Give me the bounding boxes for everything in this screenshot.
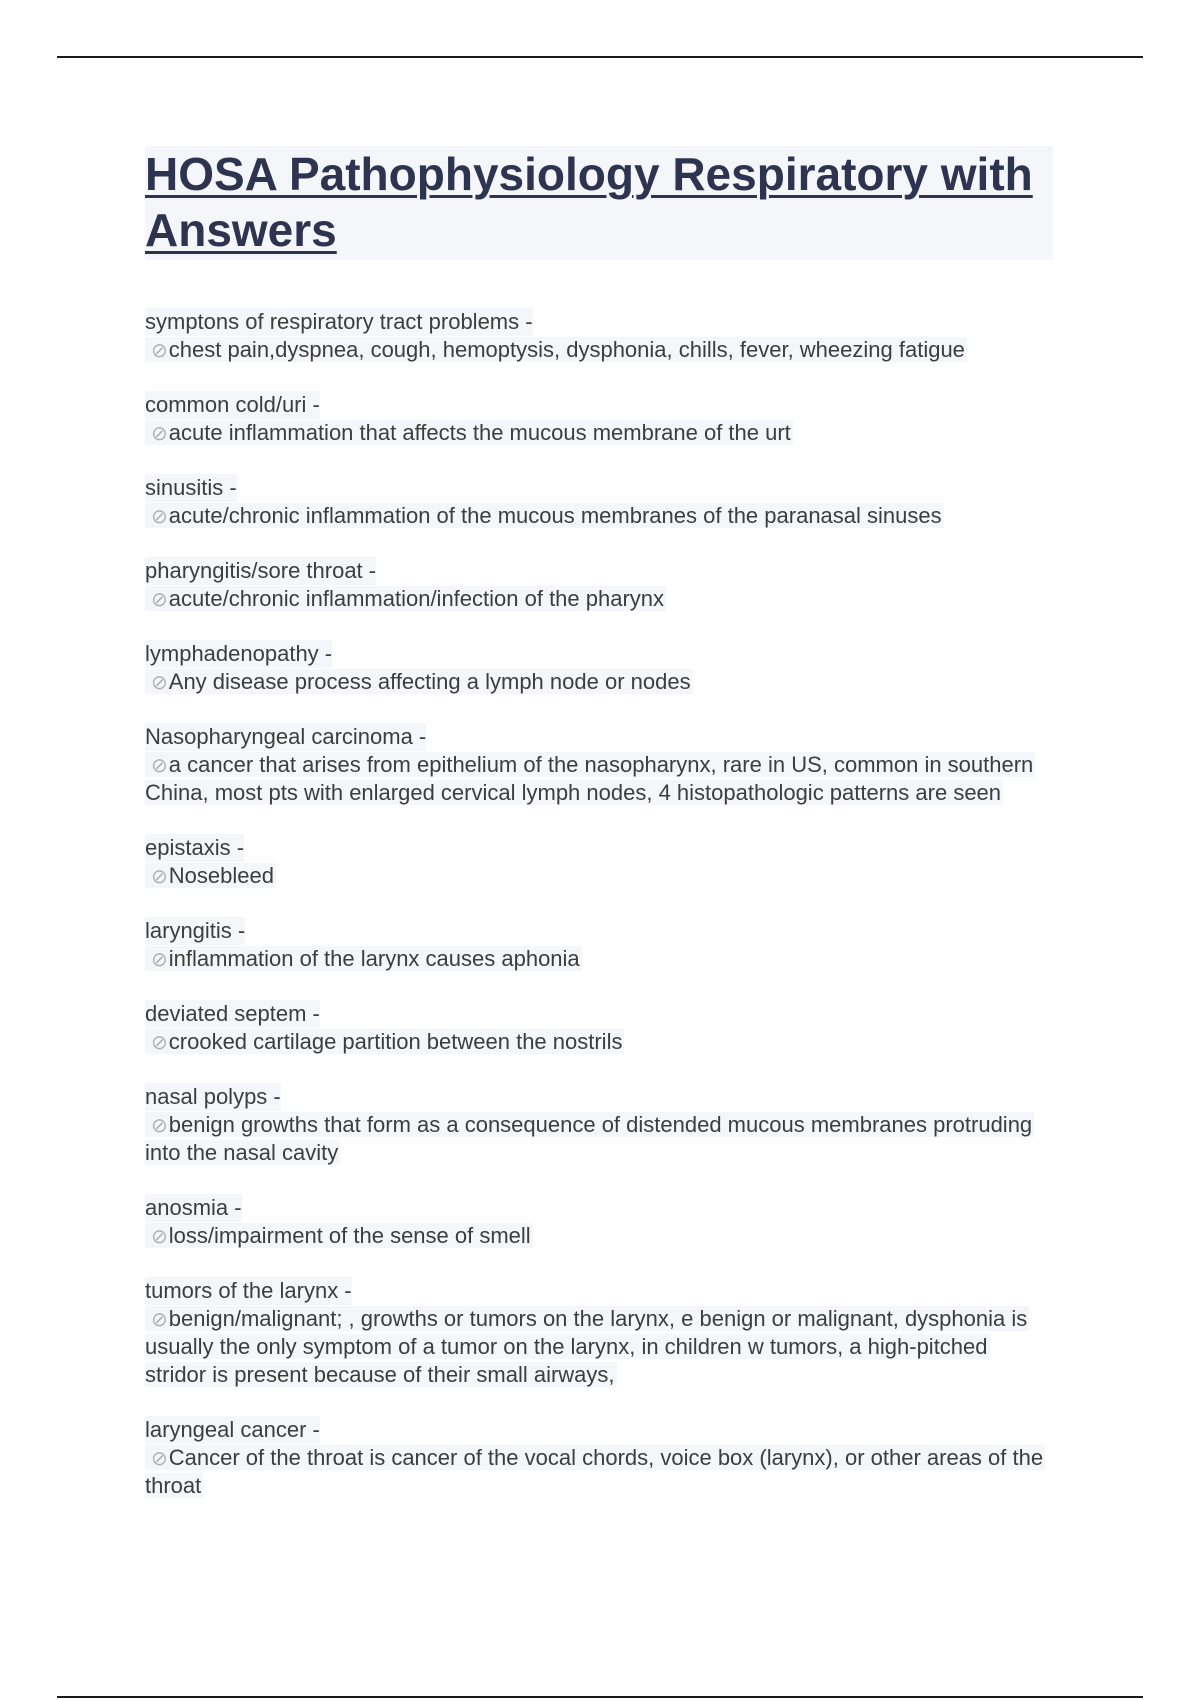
qa-item [145, 917, 1053, 973]
qa-list [145, 308, 1053, 1500]
qa-item [145, 1083, 1053, 1167]
answer-text: ⊘Nosebleed [145, 862, 1053, 890]
answer-text: ⊘chest pain,dyspnea, cough, hemoptysis, dysphonia, chills, fever, wheezing fatigue [145, 336, 1053, 364]
question-term: deviated septem - [145, 1001, 320, 1026]
question-term: epistaxis - [145, 835, 245, 860]
question-term: anosmia - [145, 1195, 242, 1220]
question-term: Nasopharyngeal carcinoma - [145, 724, 427, 749]
qa-item [145, 640, 1053, 696]
check-circle-icon: ⊘ [151, 338, 168, 362]
question-term: nasal polyps - [145, 1084, 281, 1109]
question-term: laryngeal cancer - [145, 1417, 320, 1442]
title-box [145, 146, 1053, 260]
question-term: common cold/uri - [145, 392, 320, 417]
qa-item [145, 1416, 1053, 1500]
check-circle-icon: ⊘ [151, 587, 168, 611]
question-term: pharyngitis/sore throat - [145, 558, 377, 583]
qa-item [145, 557, 1053, 613]
answer-text: ⊘acute/chronic inflammation of the mucous membranes of the paranasal sinuses [145, 502, 1053, 530]
check-circle-icon: ⊘ [151, 504, 168, 528]
qa-item [145, 474, 1053, 530]
bottom-rule [57, 1696, 1143, 1698]
check-circle-icon: ⊘ [151, 1307, 168, 1331]
check-circle-icon: ⊘ [151, 670, 168, 694]
check-circle-icon: ⊘ [151, 1113, 168, 1137]
answer-text: ⊘acute inflammation that affects the mucous membrane of the urt [145, 419, 1053, 447]
qa-item [145, 1000, 1053, 1056]
check-circle-icon: ⊘ [151, 421, 168, 445]
qa-item [145, 1277, 1053, 1389]
answer-text: ⊘inflammation of the larynx causes aphonia [145, 945, 1053, 973]
question-term: sinusitis - [145, 475, 237, 500]
qa-item [145, 308, 1053, 364]
answer-text: ⊘Any disease process affecting a lymph node or nodes [145, 668, 1053, 696]
answer-text: ⊘Cancer of the throat is cancer of the vocal chords, voice box (larynx), or other areas of the throat [145, 1445, 1044, 1498]
answer-text: ⊘benign growths that form as a consequence of distended mucous membranes protruding into the nasal cavity [145, 1112, 1033, 1165]
top-rule [57, 56, 1143, 58]
qa-item [145, 723, 1053, 807]
check-circle-icon: ⊘ [151, 753, 168, 777]
answer-text: ⊘acute/chronic inflammation/infection of the pharynx [145, 585, 1053, 613]
answer-text: ⊘benign/malignant; , growths or tumors on the larynx, e benign or malignant, dysphonia is usually the only symptom of a tumor on the larynx, in children w tumors, a high-pitched stridor is present because of their small airways, [145, 1306, 1028, 1387]
check-circle-icon: ⊘ [151, 1224, 168, 1248]
question-term: lymphadenopathy - [145, 641, 333, 666]
check-circle-icon: ⊘ [151, 947, 168, 971]
check-circle-icon: ⊘ [151, 1446, 168, 1470]
qa-item [145, 834, 1053, 890]
page-title: HOSA Pathophysiology Respiratory with Answers [145, 148, 1033, 256]
answer-text: ⊘crooked cartilage partition between the nostrils [145, 1028, 1053, 1056]
answer-text: ⊘loss/impairment of the sense of smell [145, 1222, 1053, 1250]
answer-text: ⊘a cancer that arises from epithelium of the nasopharynx, rare in US, common in southern China, most pts with enlarged cervical lymph nodes, 4 histopathologic patterns are seen [145, 752, 1034, 805]
question-term: tumors of the larynx - [145, 1278, 352, 1303]
qa-item [145, 391, 1053, 447]
question-term: laryngitis - [145, 918, 246, 943]
qa-item [145, 1194, 1053, 1250]
question-term: symptons of respiratory tract problems - [145, 309, 533, 334]
check-circle-icon: ⊘ [151, 864, 168, 888]
document-body [145, 146, 1053, 1527]
check-circle-icon: ⊘ [151, 1030, 168, 1054]
